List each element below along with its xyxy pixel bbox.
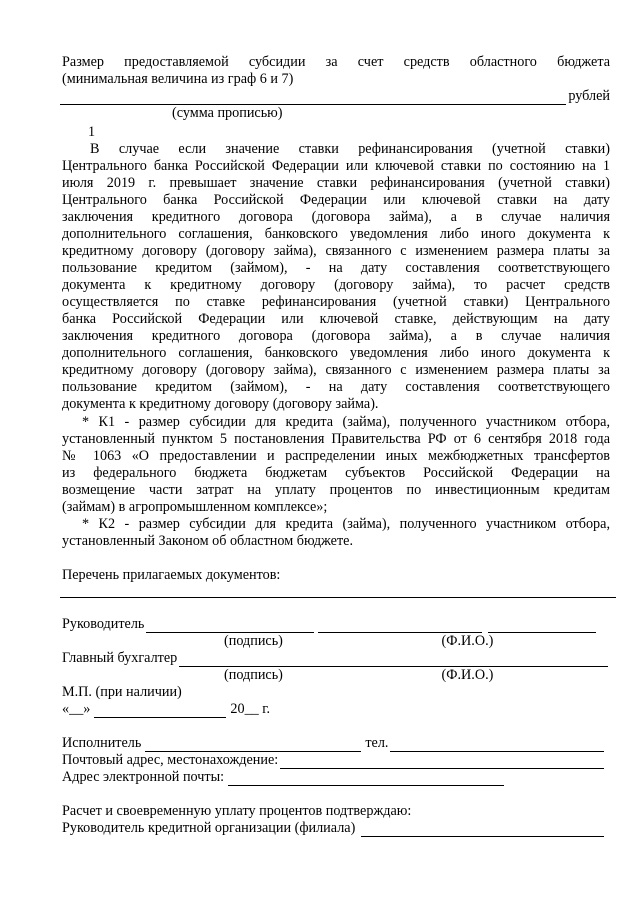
k1-note [62,414,610,516]
footnote-line: дополнительного соглашения, банковского уведомления либо иного документа к [62,226,610,242]
accountant-signature-line [62,650,610,667]
address-label: Почтовый адрес, местонахождение: [62,752,279,768]
subsidy-amount-note: (минимальная величина из граф 6 и 7) [62,71,294,87]
sum-caption: (сумма прописью) [172,105,283,121]
footnote-line: дополнительного соглашения, банковского уведомления либо иного документа к [62,345,610,361]
email-blank [228,772,504,786]
head-captions [62,633,610,650]
head-label: Руководитель [62,616,145,632]
bank-head-label: Руководитель кредитной организации (филиала) [62,820,356,836]
footnote-line: осуществляется по ставке рефинансирования (учетной ставки) Центрального [62,294,610,310]
date-month-blank [94,704,226,718]
accountant-captions [62,667,610,684]
executor-line [62,735,610,752]
sign-caption: (подпись) [224,633,283,649]
footnote-line: кредитному договору (договору займа), связанного с изменением размера платы за [62,243,610,259]
k2-note [62,516,610,550]
k1-line: из федерального бюджета бюджетам субъектов Российской Федерации на [62,465,610,481]
sum-blank [60,91,566,105]
fio-caption: (Ф.И.О.) [441,667,494,683]
documents-line [60,584,610,598]
footnote-line: В случае если значение ставки рефинансирования (учетной ставки) [90,141,610,157]
k1-line: (займам) в агропромышленном комплексе»; [62,499,328,515]
phone-label: тел. [365,735,389,751]
executor-label: Исполнитель [62,735,142,751]
k1-line: * К1 - размер субсидии для кредита (займа), полученного участником отбора, [82,414,610,430]
footnote-line: заключения кредитного договора (договора займа), а в случае наличия [62,209,610,225]
k2-line: установленный Законом об областном бюджете. [62,533,354,549]
head-extra-blank [488,619,596,633]
bank-head-line [62,820,610,837]
footnote-line: банка Российской Федерации или ключевой ставке, действующим на дату [62,311,610,327]
accountant-blank [179,653,608,667]
documents-blank [60,584,616,598]
document-page [62,54,610,837]
accountant-label: Главный бухгалтер [62,650,178,666]
fio-caption: (Ф.И.О.) [441,633,494,649]
footnote-line: пользование кредитом (займом), - на дату составления соответствующего [62,260,610,276]
k1-line: установленный пунктом 5 постановления Правительства РФ от 6 сентября 2018 года [62,431,610,447]
stamp-note: М.П. (при наличии) [62,684,182,700]
footnote-line: пользование кредитом (займом), - на дату составления соответствующего [62,379,610,395]
footnote-1 [62,141,610,413]
phone-blank [390,738,604,752]
rub-label: рублей [568,88,610,104]
subsidy-amount-line: Размер предоставляемой субсидии за счет средств областного бюджета [62,54,610,70]
k1-line: № 1063 «О предоставлении и распределении иных межбюджетных трансфертов [62,448,610,464]
date-year: 20__ г. [230,701,271,717]
address-line [62,752,610,769]
head-signature-line [62,616,610,633]
confirm-line: Расчет и своевременную уплату процентов подтверждаю: [62,803,412,819]
footnote-line: кредитному договору (договору займа), связанного с изменением размера платы за [62,362,610,378]
k1-line: возмещение части затрат на уплату процентов по инвестиционным кредитам [62,482,610,498]
footnote-line: Центрального банка Российской Федерации или ключевой ставки по состоянию на 1 [62,158,610,174]
sign-caption: (подпись) [224,667,283,683]
footnote-mark: 1 [88,124,96,140]
address-blank [280,755,604,769]
email-line [62,769,610,786]
k2-line: * К2 - размер субсидии для кредита (займа), полученного участником отбора, [82,516,610,532]
head-sign-blank [146,619,314,633]
email-label: Адрес электронной почты: [62,769,225,785]
executor-blank [145,738,361,752]
footnote-line: документа к кредитному договору (договору займа), то расчет средств [62,277,610,293]
date-day: «__» [62,701,91,717]
footnote-line: июля 2019 г. превышает значение ставки рефинансирования (учетной ставки) [62,175,610,191]
bank-head-blank [361,823,604,837]
date-line [62,701,610,718]
head-fio-blank [318,619,482,633]
footnote-line: документа к кредитному договору (договору займа). [62,396,379,412]
footnote-line: Центрального банка Российской Федерации или ключевой ставки на дату [62,192,610,208]
documents-title: Перечень прилагаемых документов: [62,567,281,583]
sum-line [60,88,610,105]
footnote-line: заключения кредитного договора (договора займа), а в случае наличия [62,328,610,344]
